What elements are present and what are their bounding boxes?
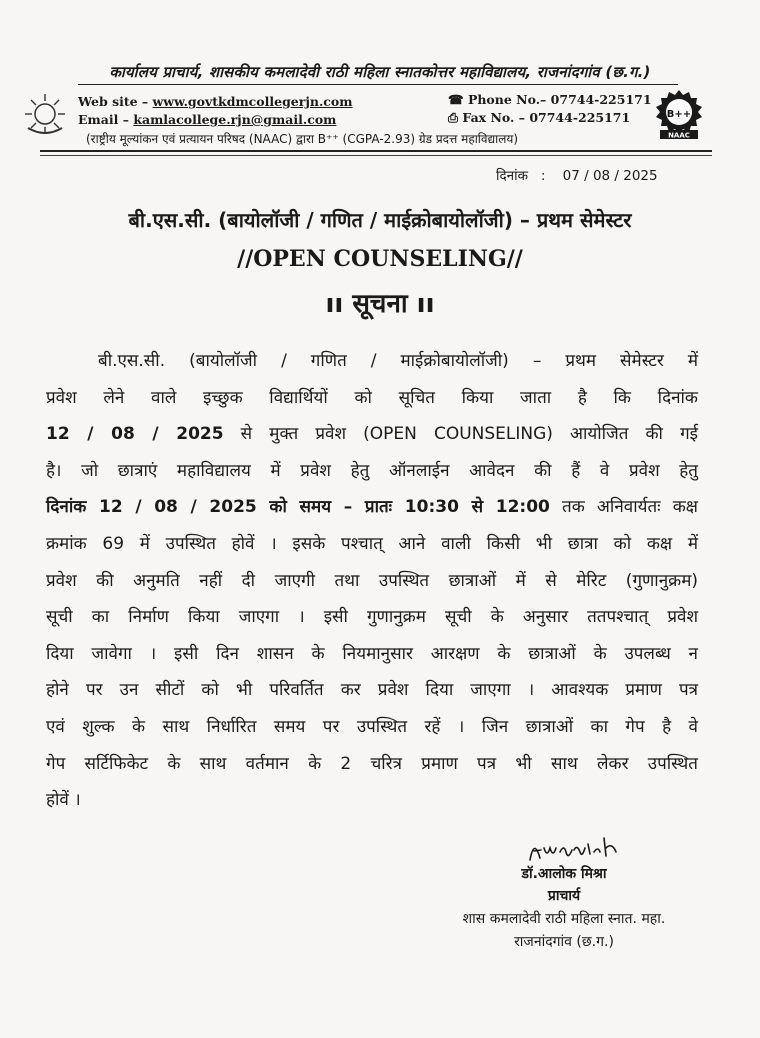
body-line: प्रवेश लेने वाले इच्छुक विद्यार्थियों को सूचित किया जाता है कि दिनांक [46, 387, 698, 408]
body-line: प्रवेश की अनुमति नहीं दी जाएगी तथा उपस्थित छात्राओं में से मेरिट (गुणानुक्रम) [46, 570, 698, 591]
naac-badge-label: NAAC [668, 131, 690, 140]
email-label: Email – [78, 112, 129, 127]
naac-badge-icon [652, 88, 706, 140]
fax-number: – 07744-225171 [518, 110, 631, 125]
body-text: तक अनिवार्यतः कक्ष [549, 497, 698, 518]
notice-body [46, 343, 698, 819]
website-row [78, 94, 352, 109]
header-rule-bottom [40, 155, 712, 156]
counseling-title: //OPEN COUNSELING// [237, 246, 523, 272]
header-rule-top [40, 150, 712, 152]
fax-label: Fax No. [462, 110, 515, 125]
phone-label: Phone No.– [467, 92, 547, 107]
signatory-designation: प्राचार्य [547, 888, 581, 904]
course-title: बी.एस.सी. (बायोलॉजी / गणित / माईक्रोबायोलॉजी) – प्रथम सेमेस्टर [128, 208, 632, 232]
signatory-name: डॉ.आलोक मिश्रा [521, 866, 607, 882]
institution-name: कार्यालय प्राचार्य, शासकीय कमलादेवी राठी महिला स्नातकोत्तर महाविद्यालय, राजनांदगांव (छ.ग.) [109, 63, 651, 81]
body-line: गेप सर्टिफिकेट के साथ वर्तमान के 2 चरित्र प्रमाण पत्र भी साथ लेकर उपस्थित [46, 753, 698, 774]
body-line: दिया जावेगा । इसी दिन शासन के नियमानुसार आरक्षण के छात्राओं के उपलब्ध न [46, 643, 698, 664]
date-value: 07 / 08 / 2025 [562, 168, 658, 184]
body-line [46, 416, 698, 453]
date-separator: : [540, 168, 546, 184]
email-link[interactable]: kamlacollege.rjn@gmail.com [133, 112, 337, 127]
body-line: होने पर उन सीटों को भी परिवर्तित कर प्रवेश दिया जाएगा । आवश्यक प्रमाण पत्र [46, 680, 698, 701]
website-link[interactable]: www.govtkdmcollegerjn.com [152, 94, 353, 109]
signatory-city: राजनांदगांव (छ.ग.) [514, 934, 614, 950]
notice-date [496, 166, 658, 184]
body-text: से मुक्त प्रवेश (OPEN COUNSELING) आयोजित की गई [223, 424, 698, 445]
body-line: बी.एस.सी. (बायोलॉजी / गणित / माईक्रोबायोलॉजी) – प्रथम सेमेस्टर में [98, 351, 698, 371]
handwritten-signature [524, 832, 624, 866]
phone-number: 07744-225171 [550, 92, 652, 107]
college-emblem-icon [20, 92, 70, 138]
naac-accreditation-line: (राष्ट्रीय मूल्यांकन एवं प्रत्यायन परिषद (NAAC) द्वारा B⁺⁺ (CGPA-2.93) ग्रेड प्रदत्त महाविद्यालय) [86, 132, 519, 146]
phone-icon: ☎ [448, 92, 464, 107]
email-row [78, 112, 336, 127]
body-line [46, 489, 698, 526]
counseling-time: दिनांक 12 / 08 / 2025 को समय – प्रातः 10:30 से 12:00 [46, 497, 550, 518]
naac-grade-text: B++ [666, 109, 692, 120]
counseling-date: 12 / 08 / 2025 [46, 424, 224, 445]
phone-row [448, 92, 652, 107]
header-underline [78, 84, 678, 85]
notice-heading: ıı सूचना ıı [325, 289, 435, 319]
fax-icon: ⎙ [448, 110, 459, 125]
date-label: दिनांक [496, 168, 529, 184]
website-label: Web site – [78, 94, 149, 109]
signatory-institution: शास कमलादेवी राठी महिला स्नात. महा. [462, 911, 666, 927]
body-line: सूची का निर्माण किया जाएगा । इसी गुणानुक्रम सूची के अनुसार ततपश्चात् प्रवेश [46, 607, 698, 628]
body-line: एवं शुल्क के साथ निर्धारित समय पर उपस्थित रहें । जिन छात्राओं का गेप है वे [46, 716, 698, 737]
fax-row [448, 110, 630, 126]
body-line: क्रमांक 69 में उपस्थित होवें । इसके पश्चात् आने वाली किसी भी छात्रा को कक्ष में [46, 533, 698, 554]
body-line: होवें । [46, 790, 81, 811]
body-line: है। जो छात्राएं महाविद्यालय में प्रवेश हेतु ऑनलाईन आवेदन की हैं वे प्रवेश हेतु [46, 460, 698, 481]
